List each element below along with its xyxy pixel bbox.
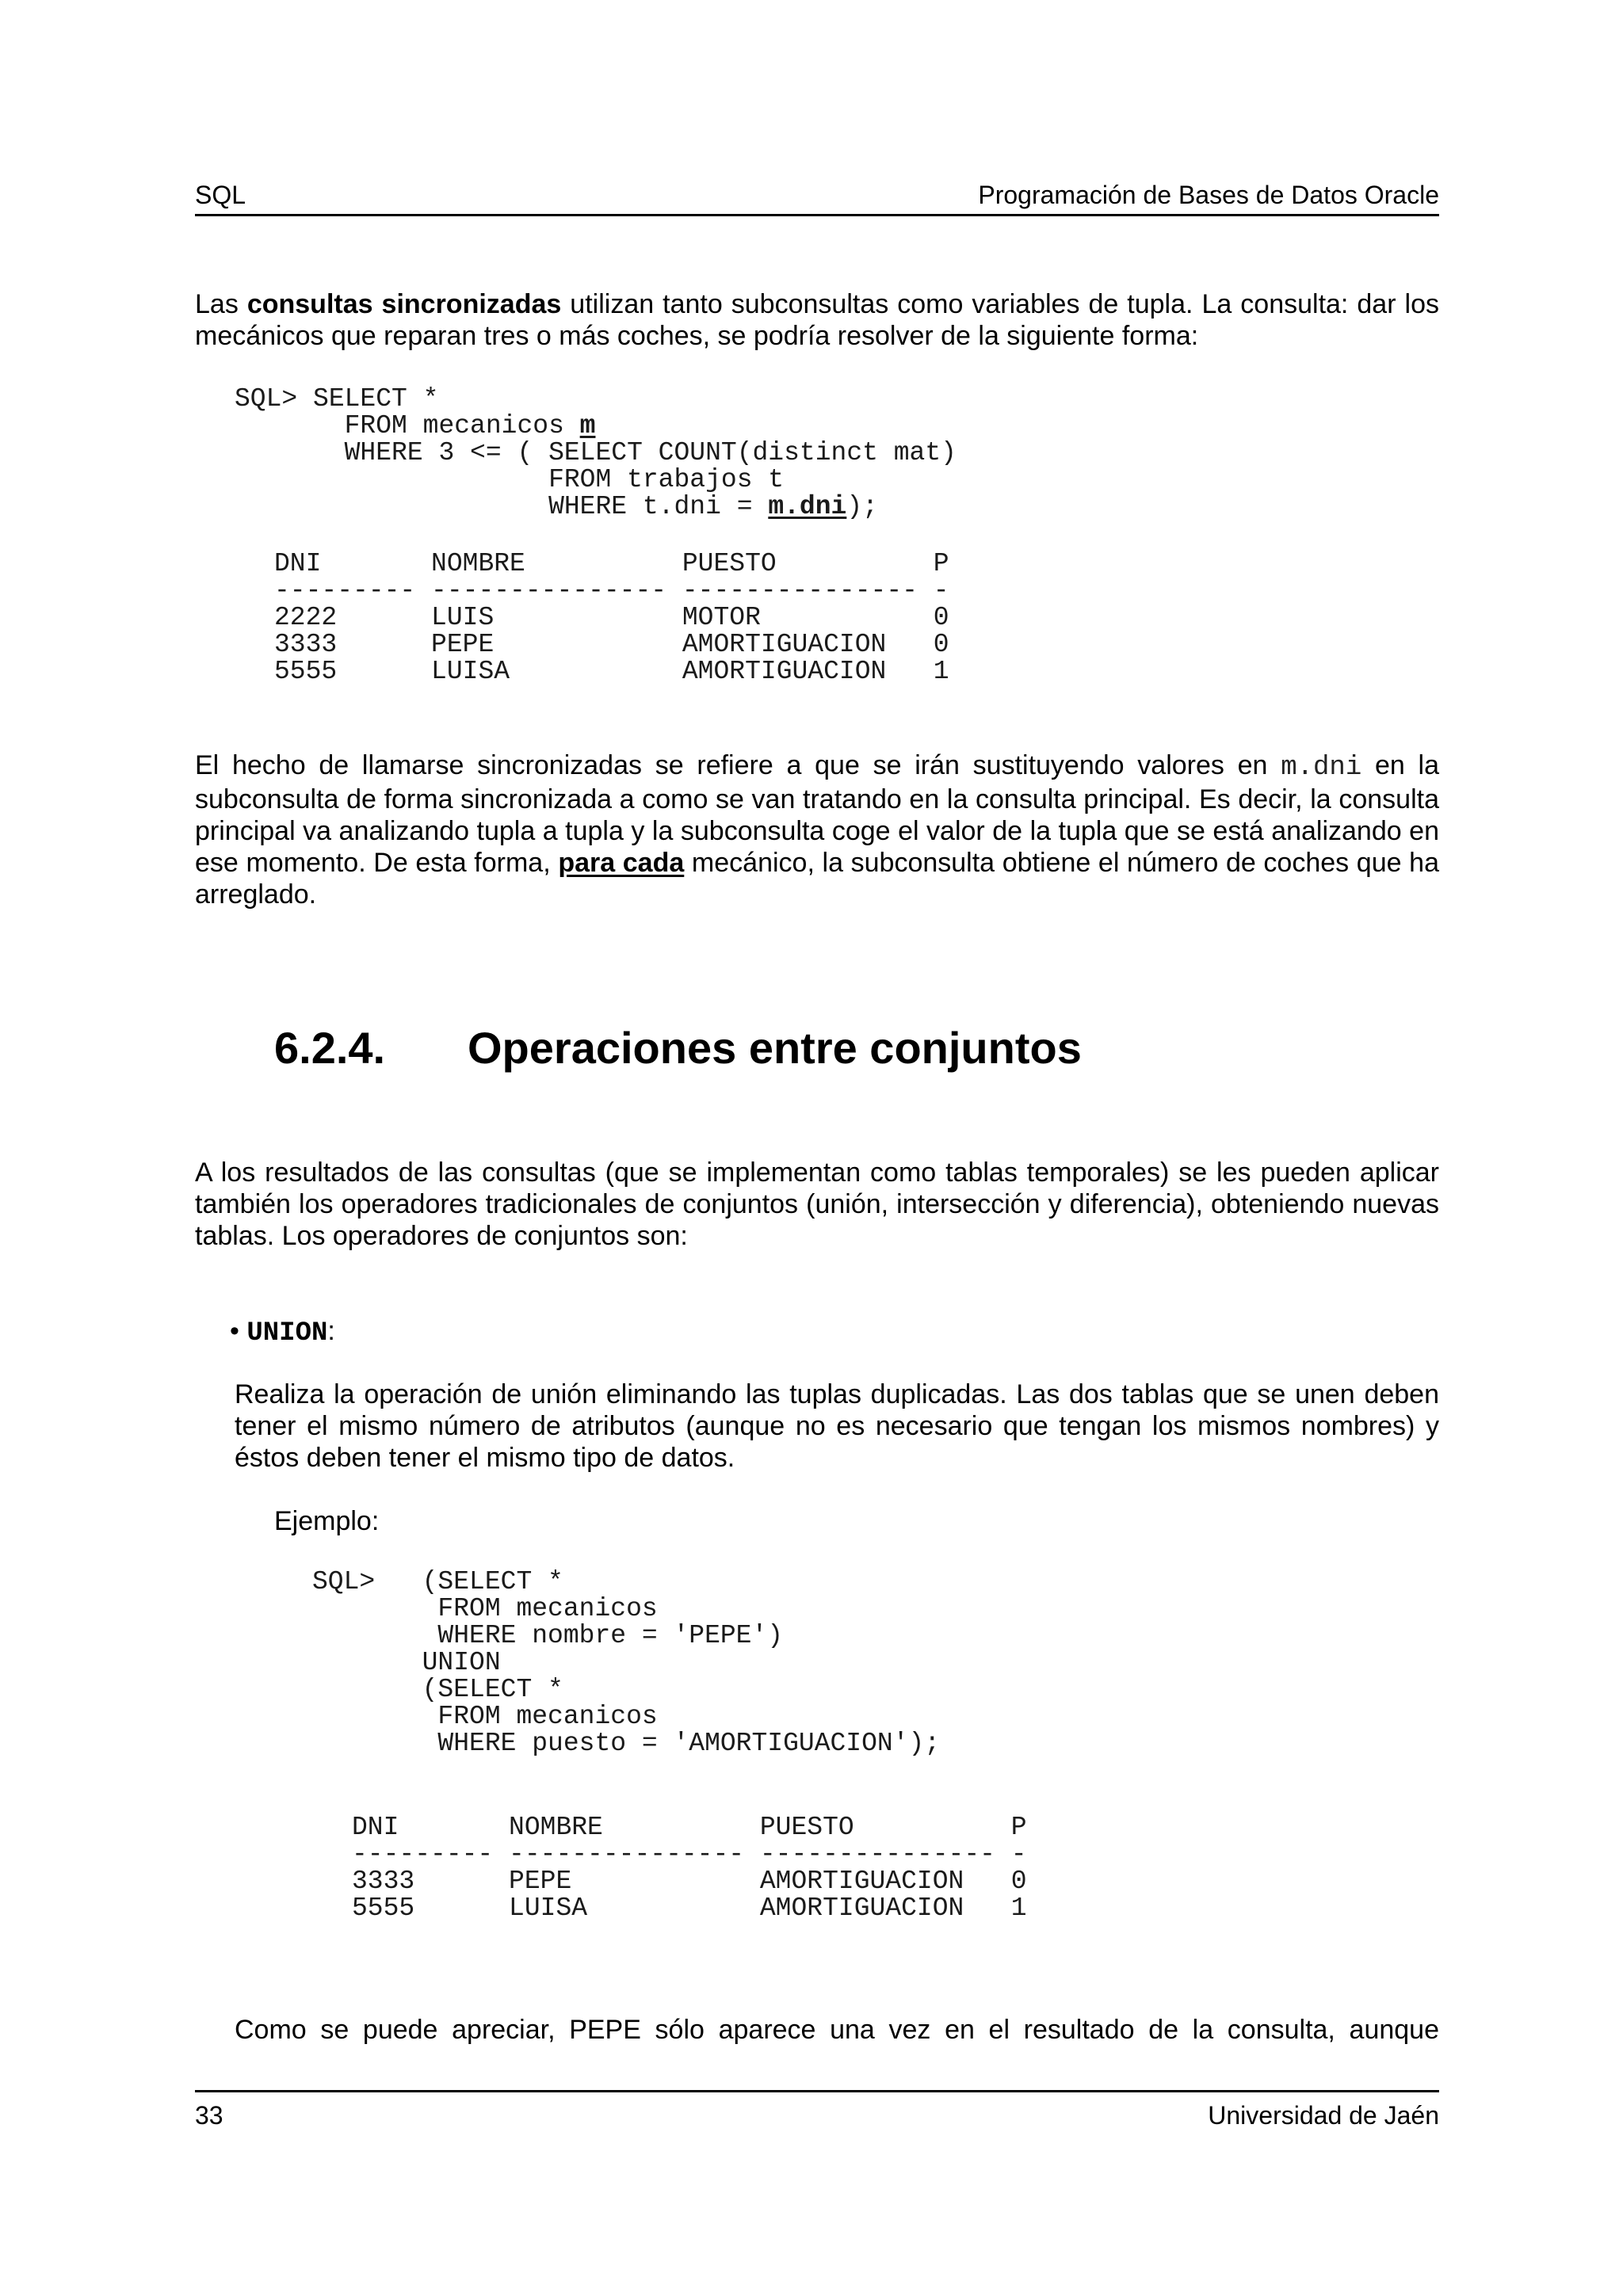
table-row: 5555 LUISA AMORTIGUACION 1 — [352, 1894, 1027, 1923]
query1-line: SQL> SELECT * — [235, 384, 439, 414]
result2-divider: --------- --------------- --------------- - — [352, 1840, 1027, 1869]
query1-line: FROM trabajos t — [235, 465, 785, 494]
result1-table — [274, 551, 949, 685]
query1-line — [235, 494, 957, 521]
header-left: SQL — [195, 181, 246, 209]
query1-code-block — [235, 386, 957, 521]
header-rule — [195, 214, 1439, 216]
para2-text: El hecho de llamarse sincronizadas se refiere a que se irán sustituyendo valores en — [195, 750, 1281, 780]
query1-text: ); — [846, 492, 878, 521]
header-right: Programación de Bases de Datos Oracle — [978, 181, 1439, 209]
query1-alias-mdni: m.dni — [768, 492, 847, 521]
result1-header: DNI NOMBRE PUESTO P — [274, 549, 949, 578]
result1-divider: --------- --------------- --------------- - — [274, 576, 949, 605]
intro-paragraph — [195, 288, 1439, 352]
query2-line: WHERE puesto = 'AMORTIGUACION'); — [312, 1729, 941, 1758]
page-number: 33 — [195, 2101, 223, 2130]
table-row: 5555 LUISA AMORTIGUACION 1 — [274, 657, 949, 686]
query1-line — [235, 413, 957, 440]
bullet-union — [230, 1315, 335, 1349]
set-operators-paragraph: A los resultados de las consultas (que se implementan como tablas temporales) se les pueden aplicar también los operadores tradicionales de conjuntos (unión, intersección y diferencia), obteniendo nuevas tablas. Los operadores de conjuntos son: — [195, 1158, 1439, 1251]
query1-text: FROM mecanicos — [235, 411, 580, 441]
table-row: 3333 PEPE AMORTIGUACION 0 — [352, 1867, 1027, 1896]
query1-text: WHERE t.dni = — [235, 492, 769, 521]
footer-rule — [195, 2090, 1439, 2092]
bullet-keyword: UNION — [246, 1318, 328, 1348]
table-row: 3333 PEPE AMORTIGUACION 0 — [274, 630, 949, 659]
closing-paragraph: Como se puede apreciar, PEPE sólo aparece una vez en el resultado de la consulta, aunque — [235, 2015, 1439, 2045]
para2-emphasis: para cada — [558, 848, 685, 878]
result2-table — [352, 1814, 1027, 1922]
query2-line: SQL> (SELECT * — [312, 1567, 563, 1596]
intro-bold-term: consultas sincronizadas — [246, 289, 562, 319]
sync-explanation-paragraph — [195, 749, 1439, 910]
query2-line: FROM mecanicos — [312, 1594, 658, 1623]
bullet-dot: • — [230, 1316, 239, 1346]
table-row: 2222 LUIS MOTOR 0 — [274, 603, 949, 632]
bullet-suffix: : — [327, 1316, 335, 1346]
query2-code-block — [312, 1569, 940, 1757]
query2-line: FROM mecanicos — [312, 1702, 658, 1731]
example-label: Ejemplo: — [274, 1506, 380, 1536]
query2-line: (SELECT * — [312, 1675, 563, 1704]
result2-header: DNI NOMBRE PUESTO P — [352, 1813, 1027, 1842]
intro-text-post: utilizan tanto subconsultas como variables de tupla. La consulta: dar los mecánicos que reparan tres o más coches, se podría resolver de la siguiente forma: — [195, 289, 1439, 351]
footer-right: Universidad de Jaén — [1208, 2101, 1439, 2130]
query1-line: WHERE 3 <= ( SELECT COUNT(distinct mat) — [235, 438, 957, 467]
para2-text: mecánico, la subconsulta obtiene el número de coches que ha arreglado. — [195, 848, 1439, 910]
query2-line: UNION — [312, 1648, 501, 1677]
query2-line: WHERE nombre = 'PEPE') — [312, 1621, 784, 1650]
query1-alias-m: m — [579, 411, 596, 441]
inline-code-mdni: m.dni — [1281, 753, 1362, 783]
intro-text-pre: Las — [195, 289, 247, 319]
para2-text: en la subconsulta de forma sincronizada a como se van tratando en la consulta principal. Es decir, la consulta principal va analizando tupla a tupla y la subconsulta coge el valor de la tupla que se está analizando en ese momento. De esta forma, — [195, 750, 1439, 878]
section-title: Operaciones entre conjuntos — [468, 1023, 1082, 1073]
union-description-paragraph: Realiza la operación de unión eliminando las tuplas duplicadas. Las dos tablas que se unen deben tener el mismo número de atributos (aunque no es necesario que tengan los mismos nombres) y éstos deben tener el mismo tipo de datos. — [235, 1379, 1439, 1473]
section-number: 6.2.4. — [274, 1023, 386, 1073]
